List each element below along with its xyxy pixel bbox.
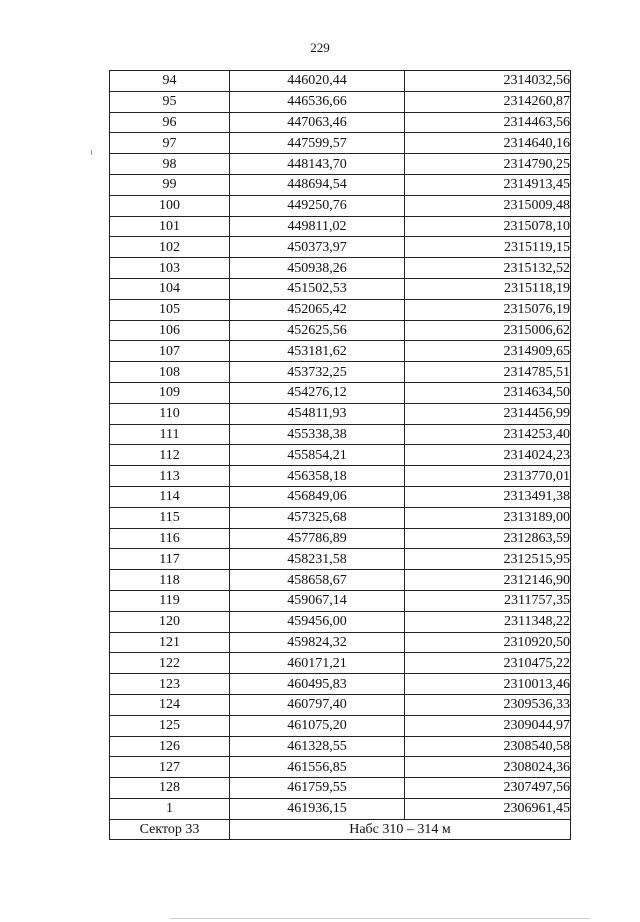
y-coordinate-cell: 2307497,56	[405, 778, 571, 799]
point-number-cell: 108	[110, 362, 230, 383]
y-coordinate-cell: 2306961,45	[405, 798, 571, 819]
x-coordinate-cell: 452065,42	[230, 299, 405, 320]
table-row	[110, 778, 571, 799]
table-row	[110, 486, 571, 507]
y-coordinate-cell: 2314253,40	[405, 424, 571, 445]
coordinates-table-body	[110, 71, 571, 820]
sector-label: Сектор 33	[110, 819, 230, 840]
x-coordinate-cell: 449811,02	[230, 216, 405, 237]
point-number-cell: 123	[110, 674, 230, 695]
table-row	[110, 237, 571, 258]
point-number-cell: 106	[110, 320, 230, 341]
x-coordinate-cell: 461556,85	[230, 757, 405, 778]
x-coordinate-cell: 457786,89	[230, 528, 405, 549]
point-number-cell: 105	[110, 299, 230, 320]
y-coordinate-cell: 2310013,46	[405, 674, 571, 695]
margin-mark	[91, 150, 92, 155]
y-coordinate-cell: 2315132,52	[405, 258, 571, 279]
x-coordinate-cell: 450373,97	[230, 237, 405, 258]
point-number-cell: 121	[110, 632, 230, 653]
table-row	[110, 362, 571, 383]
y-coordinate-cell: 2308540,58	[405, 736, 571, 757]
y-coordinate-cell: 2314032,56	[405, 71, 571, 92]
point-number-cell: 100	[110, 195, 230, 216]
point-number-cell: 115	[110, 507, 230, 528]
x-coordinate-cell: 446020,44	[230, 71, 405, 92]
table-row	[110, 694, 571, 715]
point-number-cell: 124	[110, 694, 230, 715]
point-number-cell: 104	[110, 278, 230, 299]
y-coordinate-cell: 2315118,19	[405, 278, 571, 299]
table-row	[110, 133, 571, 154]
x-coordinate-cell: 446536,66	[230, 91, 405, 112]
x-coordinate-cell: 461759,55	[230, 778, 405, 799]
table-row	[110, 154, 571, 175]
point-number-cell: 98	[110, 154, 230, 175]
x-coordinate-cell: 456849,06	[230, 486, 405, 507]
y-coordinate-cell: 2314260,87	[405, 91, 571, 112]
x-coordinate-cell: 461936,15	[230, 798, 405, 819]
x-coordinate-cell: 458658,67	[230, 570, 405, 591]
scan-edge-line	[170, 918, 590, 919]
x-coordinate-cell: 460171,21	[230, 653, 405, 674]
y-coordinate-cell: 2315006,62	[405, 320, 571, 341]
table-row	[110, 715, 571, 736]
x-coordinate-cell: 453181,62	[230, 341, 405, 362]
table-row	[110, 590, 571, 611]
table-row	[110, 258, 571, 279]
coordinates-table	[109, 70, 571, 840]
y-coordinate-cell: 2312146,90	[405, 570, 571, 591]
x-coordinate-cell: 456358,18	[230, 466, 405, 487]
table-row	[110, 382, 571, 403]
x-coordinate-cell: 459067,14	[230, 590, 405, 611]
y-coordinate-cell: 2314785,51	[405, 362, 571, 383]
y-coordinate-cell: 2314024,23	[405, 445, 571, 466]
x-coordinate-cell: 447599,57	[230, 133, 405, 154]
y-coordinate-cell: 2315009,48	[405, 195, 571, 216]
table-row	[110, 174, 571, 195]
x-coordinate-cell: 448694,54	[230, 174, 405, 195]
point-number-cell: 102	[110, 237, 230, 258]
point-number-cell: 125	[110, 715, 230, 736]
y-coordinate-cell: 2311348,22	[405, 611, 571, 632]
y-coordinate-cell: 2313491,38	[405, 486, 571, 507]
x-coordinate-cell: 460495,83	[230, 674, 405, 695]
point-number-cell: 118	[110, 570, 230, 591]
point-number-cell: 126	[110, 736, 230, 757]
point-number-cell: 107	[110, 341, 230, 362]
x-coordinate-cell: 459824,32	[230, 632, 405, 653]
y-coordinate-cell: 2312515,95	[405, 549, 571, 570]
x-coordinate-cell: 453732,25	[230, 362, 405, 383]
point-number-cell: 97	[110, 133, 230, 154]
point-number-cell: 117	[110, 549, 230, 570]
table-row	[110, 320, 571, 341]
point-number-cell: 116	[110, 528, 230, 549]
table-row	[110, 653, 571, 674]
point-number-cell: 94	[110, 71, 230, 92]
table-row	[110, 674, 571, 695]
page-number: 229	[310, 40, 330, 55]
point-number-cell: 1	[110, 798, 230, 819]
x-coordinate-cell: 449250,76	[230, 195, 405, 216]
table-row	[110, 71, 571, 92]
y-coordinate-cell: 2314456,99	[405, 403, 571, 424]
table-row	[110, 549, 571, 570]
x-coordinate-cell: 455854,21	[230, 445, 405, 466]
y-coordinate-cell: 2314909,65	[405, 341, 571, 362]
y-coordinate-cell: 2314463,56	[405, 112, 571, 133]
table-row	[110, 570, 571, 591]
table-row	[110, 798, 571, 819]
table-row	[110, 278, 571, 299]
y-coordinate-cell: 2308024,36	[405, 757, 571, 778]
x-coordinate-cell: 454276,12	[230, 382, 405, 403]
y-coordinate-cell: 2315076,19	[405, 299, 571, 320]
y-coordinate-cell: 2310475,22	[405, 653, 571, 674]
table-row	[110, 112, 571, 133]
point-number-cell: 119	[110, 590, 230, 611]
table-row	[110, 736, 571, 757]
point-number-cell: 120	[110, 611, 230, 632]
x-coordinate-cell: 459456,00	[230, 611, 405, 632]
y-coordinate-cell: 2313189,00	[405, 507, 571, 528]
y-coordinate-cell: 2310920,50	[405, 632, 571, 653]
x-coordinate-cell: 455338,38	[230, 424, 405, 445]
table-row	[110, 757, 571, 778]
point-number-cell: 109	[110, 382, 230, 403]
sector-row	[110, 819, 571, 840]
table-row	[110, 216, 571, 237]
table-row	[110, 299, 571, 320]
x-coordinate-cell: 447063,46	[230, 112, 405, 133]
point-number-cell: 122	[110, 653, 230, 674]
table-row	[110, 403, 571, 424]
table-row	[110, 445, 571, 466]
y-coordinate-cell: 2312863,59	[405, 528, 571, 549]
point-number-cell: 101	[110, 216, 230, 237]
x-coordinate-cell: 452625,56	[230, 320, 405, 341]
x-coordinate-cell: 457325,68	[230, 507, 405, 528]
table-row	[110, 611, 571, 632]
table-row	[110, 632, 571, 653]
x-coordinate-cell: 450938,26	[230, 258, 405, 279]
table-row	[110, 507, 571, 528]
y-coordinate-cell: 2309044,97	[405, 715, 571, 736]
point-number-cell: 95	[110, 91, 230, 112]
x-coordinate-cell: 461075,20	[230, 715, 405, 736]
sector-elevation: Набс 310 – 314 м	[230, 819, 571, 840]
x-coordinate-cell: 460797,40	[230, 694, 405, 715]
y-coordinate-cell: 2314640,16	[405, 133, 571, 154]
y-coordinate-cell: 2311757,35	[405, 590, 571, 611]
table-row	[110, 195, 571, 216]
y-coordinate-cell: 2315078,10	[405, 216, 571, 237]
table-row	[110, 341, 571, 362]
point-number-cell: 96	[110, 112, 230, 133]
x-coordinate-cell: 454811,93	[230, 403, 405, 424]
x-coordinate-cell: 458231,58	[230, 549, 405, 570]
point-number-cell: 114	[110, 486, 230, 507]
point-number-cell: 112	[110, 445, 230, 466]
table-row	[110, 466, 571, 487]
y-coordinate-cell: 2314913,45	[405, 174, 571, 195]
y-coordinate-cell: 2309536,33	[405, 694, 571, 715]
point-number-cell: 103	[110, 258, 230, 279]
x-coordinate-cell: 451502,53	[230, 278, 405, 299]
y-coordinate-cell: 2315119,15	[405, 237, 571, 258]
point-number-cell: 99	[110, 174, 230, 195]
point-number-cell: 128	[110, 778, 230, 799]
point-number-cell: 127	[110, 757, 230, 778]
y-coordinate-cell: 2314790,25	[405, 154, 571, 175]
point-number-cell: 113	[110, 466, 230, 487]
point-number-cell: 111	[110, 424, 230, 445]
table-row	[110, 528, 571, 549]
y-coordinate-cell: 2313770,01	[405, 466, 571, 487]
y-coordinate-cell: 2314634,50	[405, 382, 571, 403]
point-number-cell: 110	[110, 403, 230, 424]
table-row	[110, 91, 571, 112]
x-coordinate-cell: 448143,70	[230, 154, 405, 175]
table-row	[110, 424, 571, 445]
x-coordinate-cell: 461328,55	[230, 736, 405, 757]
